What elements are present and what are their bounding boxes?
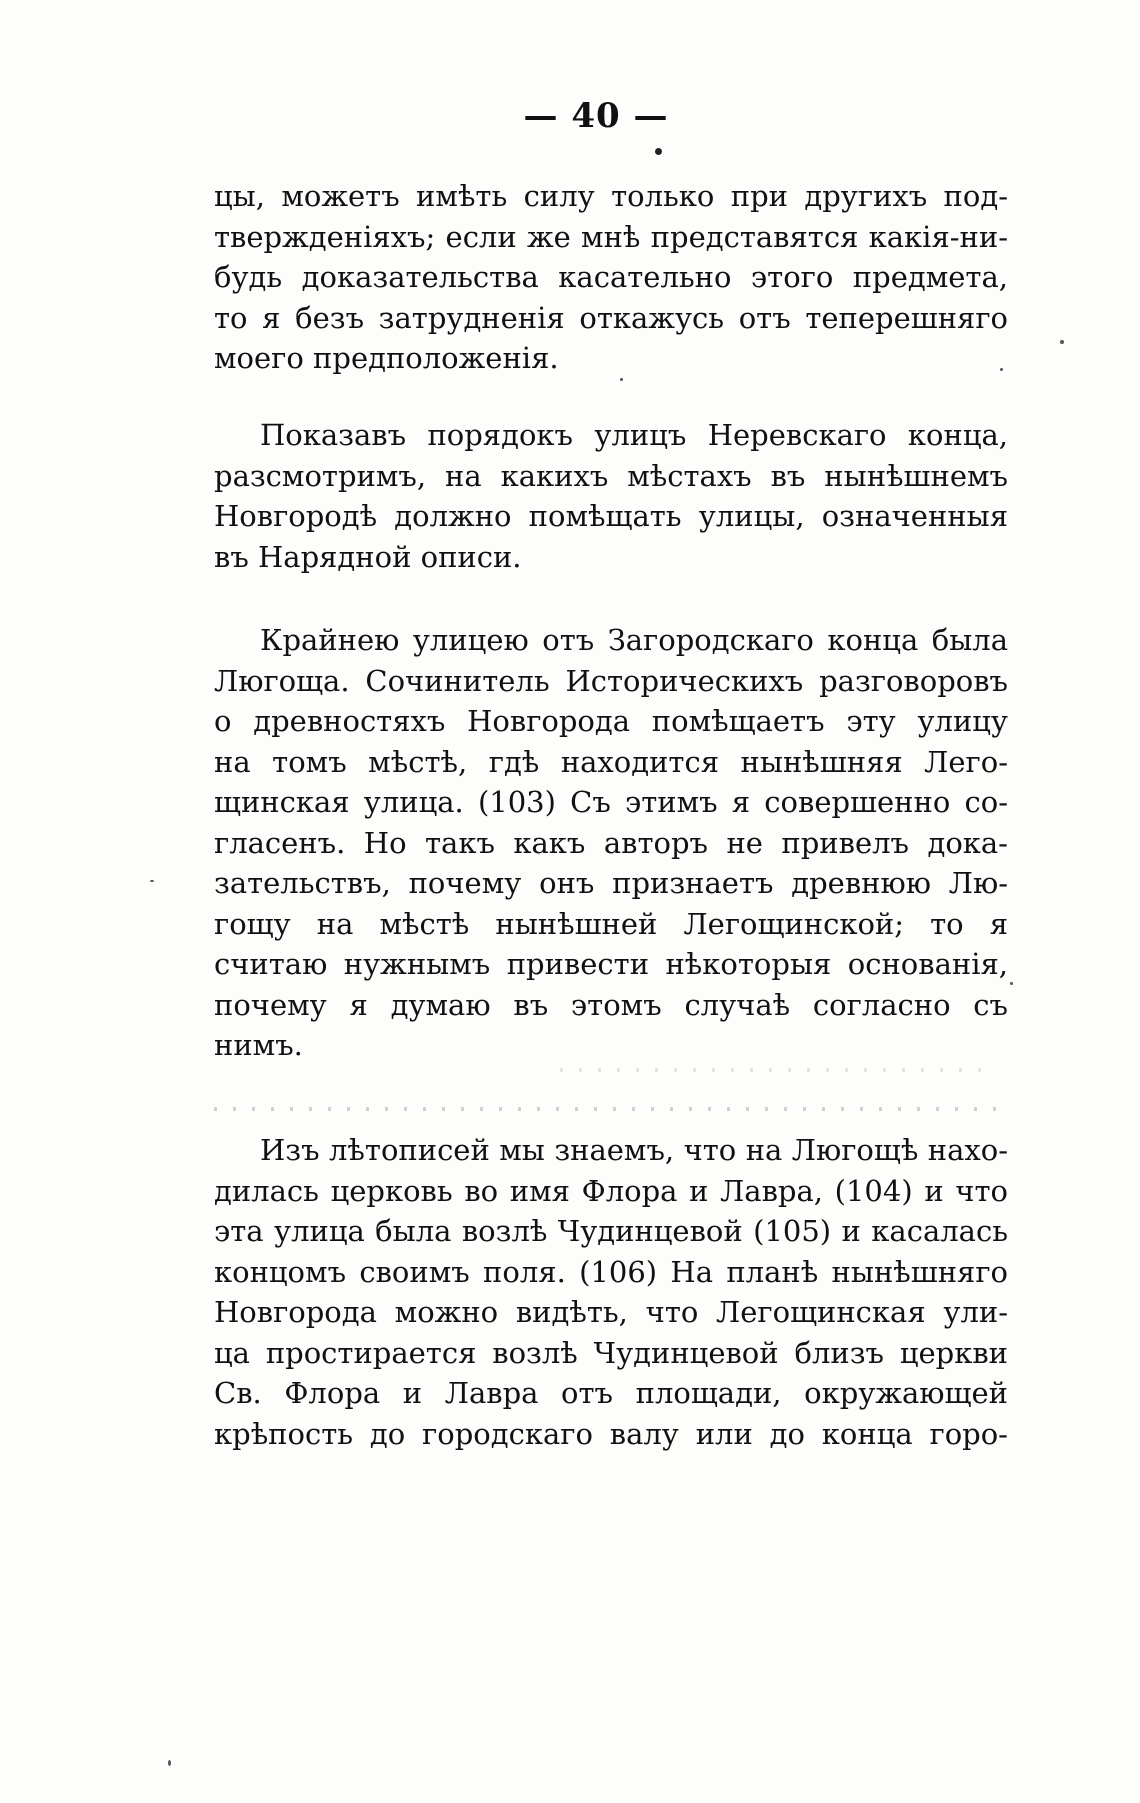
text-line: цы, можетъ имѣть силу только при другихъ под-: [214, 179, 1008, 213]
paragraph-1: [214, 176, 1008, 379]
text-line: щинская улица. (103) Съ этимъ я совершенно со-: [214, 785, 1008, 819]
text-line: нимъ.: [214, 1028, 303, 1062]
text-line: моего предположенія.: [214, 341, 559, 375]
text-line: крѣпость до городскаго валу или до конца горо-: [214, 1416, 1008, 1451]
text-line: разсмотримъ, на какихъ мѣстахъ въ нынѣшнемъ: [214, 458, 1008, 493]
text-line: считаю нужнымъ привести нѣкоторыя основанія,: [214, 947, 1008, 981]
text-line: зательствъ, почему онъ признаетъ древнюю Лю-: [214, 866, 1008, 900]
text-line: эта улица была возлѣ Чудинцевой (105) и касалась: [214, 1214, 1008, 1248]
paragraph-4: [214, 1130, 1008, 1454]
ink-speck: [150, 880, 154, 882]
text-line: Люгоща. Сочинитель Историческихъ разговоровъ: [214, 663, 1008, 698]
text-line: о древностяхъ Новгорода помѣщаетъ эту улицу: [214, 704, 1008, 738]
text-line: Новгорода можно видѣть, что Легощинская ули-: [214, 1295, 1008, 1329]
bleed-through-noise: [560, 1068, 990, 1072]
text-line: то я безъ затрудненія откажусь отъ теперешняго: [214, 300, 1008, 335]
text-line: гощу на мѣстѣ нынѣшней Легощинской; то я: [214, 906, 1008, 941]
text-line: концомъ своимъ поля. (106) На планѣ нынѣшняго: [214, 1254, 1008, 1289]
text-line: ца простирается возлѣ Чудинцевой близъ церкви: [214, 1335, 1008, 1370]
ink-speck: [1000, 368, 1003, 371]
ink-speck: [168, 1760, 171, 1766]
page-number: — 40 —: [523, 96, 669, 136]
bleed-through-noise: [214, 1107, 1004, 1111]
text-line: въ Нарядной описи.: [214, 539, 522, 574]
text-line: почему я думаю въ этомъ случаѣ согласно съ: [214, 987, 1008, 1022]
paragraph-2: [214, 415, 1008, 577]
text-line: Показавъ порядокъ улицъ Неревскаго конца,: [260, 418, 1008, 452]
ink-speck: [620, 378, 623, 381]
ink-dot: [655, 148, 662, 155]
text-line: твержденіяхъ; если же мнѣ представятся какія-ни-: [214, 219, 1008, 254]
text-line: гласенъ. Но такъ какъ авторъ не привелъ дока-: [214, 825, 1008, 860]
text-line: Изъ лѣтописей мы знаемъ, что на Люгощѣ нахо-: [260, 1133, 1008, 1167]
text-line: Св. Флора и Лавра отъ площади, окружающей: [214, 1376, 1008, 1410]
text-line: на томъ мѣстѣ, гдѣ находится нынѣшняя Лего-: [214, 744, 1008, 779]
text-line: дилась церковь во имя Флора и Лавра, (104) и что: [214, 1173, 1008, 1208]
text-line: Новгородѣ должно помѣщать улицы, означенныя: [214, 499, 1008, 533]
ink-speck: [1010, 982, 1013, 985]
text-line: Крайнею улицею отъ Загородскаго конца была: [260, 623, 1008, 657]
text-line: будь доказательства касательно этого предмета,: [214, 260, 1008, 294]
ink-speck: [1060, 340, 1064, 344]
paragraph-3: [214, 620, 1008, 1066]
